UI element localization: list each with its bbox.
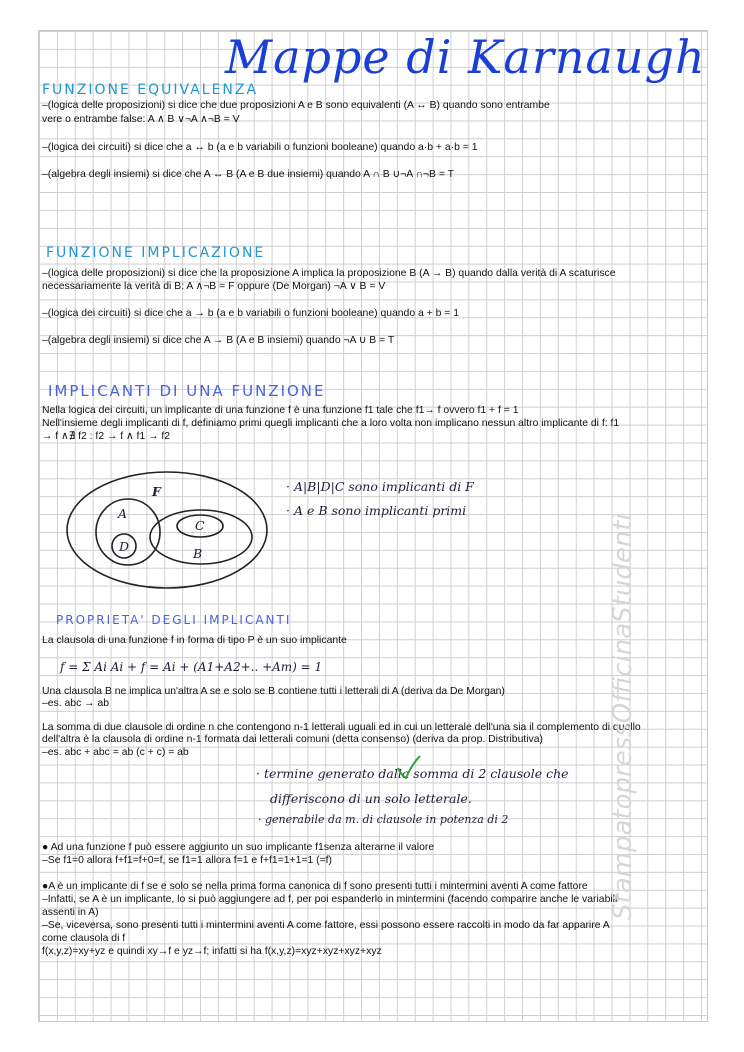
proprieta-line-4: La somma di due clausole di ordine n che contengono n-1 letterali uguali ed in cui un letterale dell'una sia il complemento di quello [42,722,641,733]
proprieta-line-6: –es. abc + abc = ab (c + c) = ab [42,747,189,758]
implicanti-line-3: → f ∧∄ f2 : f2 → f ∧ f1 → f2 [42,431,171,442]
proprieta-line-3: –es. abc → ab [42,698,110,709]
equivalenza-line-3: –(logica dei circuiti) si dice che a ↔ b (a e b variabili o funzioni booleane) quando a·b + a·b = 1 [42,142,478,153]
implicanti-line-1: Nella logica dei circuiti, un implicante di una funzione f è una funzione f1 tale che f1→ f ovvero f1 + f = 1 [42,405,519,416]
proprieta-note-3: · generabile da m. di clausole in potenza di 2 [258,813,509,826]
label-d: D [119,539,130,554]
heading-proprieta: PROPRIETA' DEGLI IMPLICANTI [56,613,292,627]
bullet-line-3: ●A è un implicante di f se e solo se nella prima forma canonica di f sono presenti tutti i mintermini aventi A come fattore [42,881,588,892]
implicazione-line-3: –(logica dei circuiti) si dice che a → b (a e b variabili o funzioni booleane) quando a + b = 1 [42,308,460,319]
bullet-line-8: f(x,y,z)=xy+yz e quindi xy→f e yz→f; infatti si ha f(x,y,z)=xyz+xyz+xyz+xyz [42,946,382,957]
bullet-line-4: –Infatti, se A è un implicante, lo si può aggiungere ad f, per poi espanderlo in mintermini (facendo comparire anche le variabili [42,894,618,905]
implicazione-line-1: –(logica delle proposizioni) si dice che la proposizione A implica la proposizione B (A → B) quando dalla verità di A scaturisce [42,268,616,279]
implicazione-line-2: necessariamente la verità di B: A ∧¬B = F oppure (De Morgan) ¬A ∨ B = V [42,281,386,292]
heading-implicanti: IMPLICANTI DI UNA FUNZIONE [48,382,326,400]
label-b: B [193,546,203,561]
proprieta-note-2: differiscono di un solo letterale. [270,791,472,806]
diagram-note-1: · A|B|D|C sono implicanti di F [286,479,474,494]
proprieta-note-1: · termine generato dalla somma di 2 clausole che [256,766,569,781]
page-title: Mappe di Karnaugh [225,30,706,84]
bullet-line-2: –Se f1=0 allora f+f1=f+0=f, se f1=1 allora f=1 e f+f1=1+1=1 (=f) [42,855,332,866]
label-f: F [152,484,161,499]
proprieta-formula: f = Σ Ai Ai + f = Ai + (A1+A2+.. +Am) = 1 [60,660,323,674]
bullet-line-5: assenti in A) [42,907,99,918]
equivalenza-line-2: vere o entrambe false: A ∧ B ∨¬A ∧¬B = V [42,114,240,125]
equivalenza-line-1: –(logica delle proposizioni) si dice che due proposizioni A e B sono equivalenti (A ↔ B) quando sono entrambe [42,100,550,111]
proprieta-line-1: La clausola di una funzione f in forma di tipo P è un suo implicante [42,635,347,646]
implicanti-line-2: Nell'insieme degli implicanti di f, definiamo primi quegli implicanti che a loro volta non implicano nessun altro implicante di f: f1 [42,418,620,429]
proprieta-line-2: Una clausola B ne implica un'altra A se e solo se B contiene tutti i letterali di A (deriva da De Morgan) [42,686,505,697]
heading-equivalenza: FUNZIONE EQUIVALENZA [42,82,259,98]
diagram-note-2: · A e B sono implicanti primi [286,503,467,518]
bullet-line-7: come clausola di f [42,933,126,944]
implicazione-line-4: –(algebra degli insiemi) si dice che A → B (A e B insiemi) quando ¬A ∪ B = T [42,335,395,346]
bullet-line-6: –Se, viceversa, sono presenti tutti i mintermini aventi A come fattore, essi possono essere raccolti in modo da far apparire A [42,920,610,931]
watermark: StampatopressOfficinaStudenti [608,513,638,920]
equivalenza-line-4: –(algebra degli insiemi) si dice che A ↔ B (A e B due insiemi) quando A ∩ B ∪¬A ∩¬B = T [42,169,454,180]
heading-implicazione: FUNZIONE IMPLICAZIONE [46,245,266,261]
bullet-line-1: ● Ad una funzione f può essere aggiunto un suo implicante f1senza alterarne il valore [42,842,435,853]
proprieta-line-5: dell'altra è la clausola di ordine n-1 formata dai letterali comuni (detta consenso) (deriva da prop. Distributiva) [42,734,543,745]
label-a: A [118,506,128,521]
label-c: C [195,518,205,533]
